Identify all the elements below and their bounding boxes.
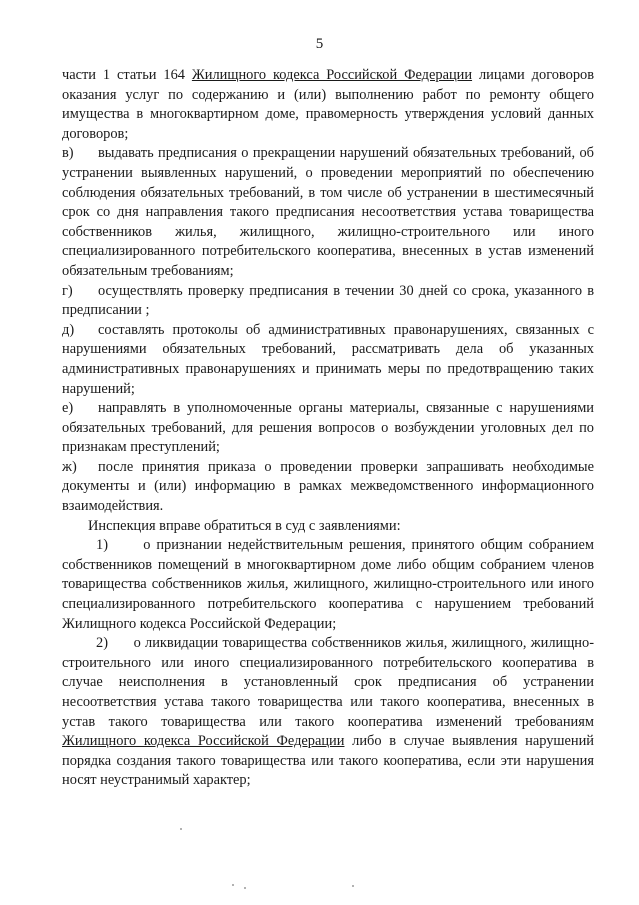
housing-code-reference: Жилищного кодекса Российской Федерации xyxy=(62,733,345,750)
list-item-zh xyxy=(62,458,594,517)
court-intro: Инспекция вправе обратиться в суд с заявлениями: xyxy=(88,517,401,534)
list-marker: е) xyxy=(62,400,74,417)
document-body xyxy=(62,66,594,791)
list-marker: ж) xyxy=(62,458,77,475)
list-item-text: направлять в уполномоченные органы материалы, связанные с нарушениями обязательных требований, для решения вопросов о возбуждении уголовных дел по признакам преступлений; xyxy=(62,400,594,456)
paragraph-contract-terms xyxy=(62,66,594,144)
list-marker: 2) xyxy=(96,635,108,652)
list-item-g xyxy=(62,282,594,321)
list-marker: г) xyxy=(62,282,73,299)
list-item-v xyxy=(62,144,594,281)
list-item-d xyxy=(62,321,594,399)
court-item-1 xyxy=(62,536,594,634)
list-marker: 1) xyxy=(96,537,108,554)
list-item-text: осуществлять проверку предписания в течении 30 дней со срока, указанного в предписании ; xyxy=(62,282,594,319)
list-item-text: выдавать предписания о прекращении нарушений обязательных требований, об устранении выявленных нарушений, о проведении мероприятий по обеспечению соблюдения обязательных требований, в том числе об устранении в шестимесячный срок со дня направления такого предписания несоответствия устава товарищества собственников жилья, жилищного, жилищно-строительного или иного специализированного потребительского кооператива, внесенных в устав изменений обязательным требованиям; xyxy=(62,145,594,279)
scan-speck xyxy=(232,884,234,886)
list-item-text: составлять протоколы об административных правонарушениях, связанных с нарушениями обязательных требований, рассматривать дела об указанных административных правонарушениях и принимать меры по предотвращению таких нарушений; xyxy=(62,321,594,397)
list-item-text: о признании недействительным решения, принятого общим собранием собственников помещений в многоквартирном доме либо общим собранием членов товарищества собственников жилья, жилищного, жилищно-строительного или иного специализированного потребительского кооператива с нарушением требований Жилищного кодекса Российской Федерации; xyxy=(62,537,594,632)
scan-speck xyxy=(180,828,182,830)
list-item-text: о ликвидации товарищества собственников жилья, жилищного, жилищно-строительного или иного специализированного потребительского кооператива в случае неисполнения в установленный срок предписания об устранении несоответствия устава такого товарищества или такого кооператива, внесенных в устав такого товарищества или такого кооператива изменений требованиям xyxy=(62,635,594,730)
scan-speck xyxy=(352,885,354,887)
paragraph-text: лицами договоров оказания услуг по содержанию и (или) выполнению работ по ремонту общего имущества в многоквартирном доме, правомерность утверждения условий данных договоров; xyxy=(62,67,595,142)
list-item-text: после принятия приказа о проведении проверки запрашивать необходимые документы и (или) информацию в рамках межведомственного информационного взаимодействия. xyxy=(62,458,594,515)
list-marker: д) xyxy=(62,321,75,338)
list-marker: в) xyxy=(62,145,74,162)
paragraph-text: части 1 статьи 164 xyxy=(62,67,192,83)
scan-speck xyxy=(244,887,246,889)
page-number: 5 xyxy=(315,36,324,52)
list-item-text: либо в случае выявления нарушений порядка создания такого товарищества или такого кооператива, если эти нарушения носят неустранимый характер; xyxy=(62,733,594,789)
list-item-e xyxy=(62,399,594,458)
court-item-2 xyxy=(62,634,594,791)
housing-code-reference: Жилищного кодекса Российской Федерации xyxy=(191,67,473,83)
